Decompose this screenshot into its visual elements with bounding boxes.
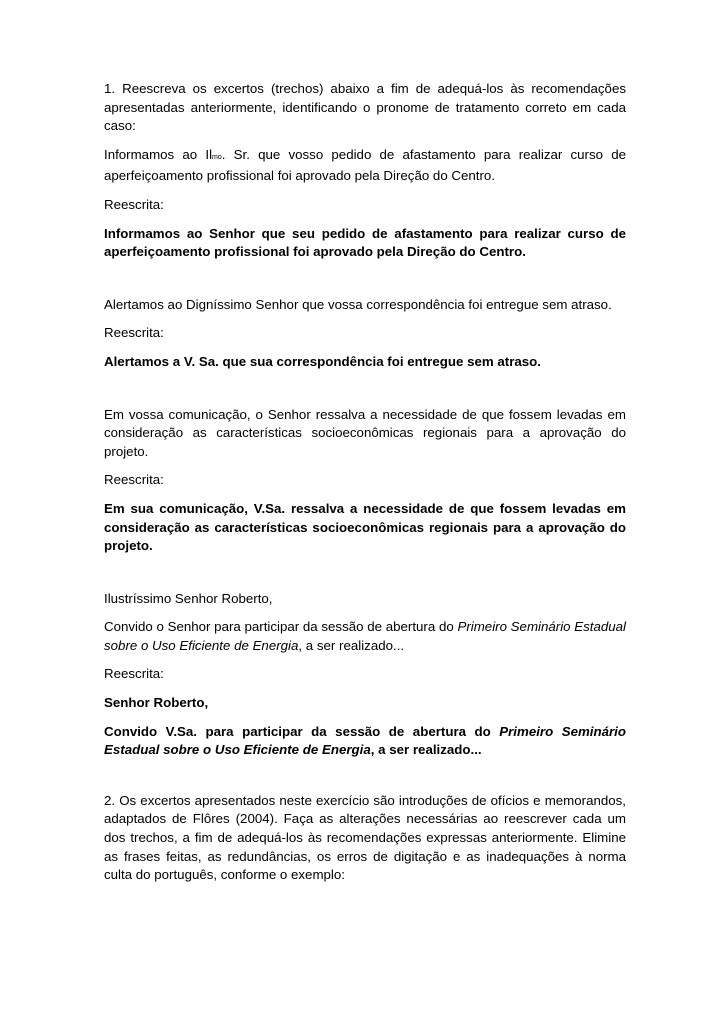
spacer [104, 262, 626, 296]
rewrite-label: Reescrita: [104, 666, 164, 682]
excerpt-1-answer: Informamos ao Senhor que seu pedido de afastamento para realizar curso de aperfeiçoamento profissional foi aprovado pela Direção do Centro. [104, 225, 626, 260]
excerpt-1-abbreviation: mo [212, 153, 222, 161]
rewrite-label: Reescrita: [104, 325, 164, 341]
excerpt-4-answer-salutation: Senhor Roberto, [104, 695, 209, 711]
excerpt-4-answer [104, 723, 626, 760]
excerpt-2-answer: Alertamos a V. Sa. que sua correspondência foi entregue sem atraso. [104, 353, 541, 369]
rewrite-label: Reescrita: [104, 196, 164, 212]
event-name: Primeiro Seminário Estadual sobre o Uso Eficiente de Energia [104, 619, 626, 653]
spacer [104, 372, 626, 406]
question-2-intro: 2. Os excertos apresentados neste exercício são introduções de ofícios e memorandos, adaptados de Flôres (2004). Faça as alterações necessárias ao reescrever cada um dos trechos, a fim de adequá-los às recomendações expressas anteriormente. Elimine as frases feitas, as redundâncias, os erros de digitação e as inadequações à norma culta do português, conforme o exemplo: [104, 792, 626, 883]
excerpt-4-answer-end: , a ser realizado... [370, 742, 482, 758]
excerpt-3-original: Em vossa comunicação, o Senhor ressalva a necessidade de que fossem levadas em consideração as características socioeconômicas regionais para a aprovação do projeto. [104, 406, 626, 459]
rewrite-label: Reescrita: [104, 472, 164, 488]
excerpt-2-original: Alertamos ao Digníssimo Senhor que vossa correspondência foi entregue sem atraso. [104, 296, 612, 312]
excerpt-3-answer: Em sua comunicação, V.Sa. ressalva a necessidade de que fossem levadas em consideração as características socioeconômicas regionais para a aprovação do projeto. [104, 500, 626, 554]
excerpt-4-original [104, 618, 626, 655]
document-page [104, 80, 626, 885]
question-1-intro: 1. Reescreva os excertos (trechos) abaixo a fim de adequá-los às recomendações apresentadas anteriormente, identificando o pronome de tratamento correto em cada caso: [104, 81, 626, 134]
excerpt-4-salutation: Ilustríssimo Senhor Roberto, [104, 590, 273, 606]
spacer [104, 556, 626, 590]
excerpt-1-text-end: . Sr. que vosso pedido de afastamento para realizar curso de aperfeiçoamento profissional foi aprovado pela Direção do Centro. [104, 146, 626, 184]
spacer [104, 760, 626, 792]
excerpt-4-answer-start: Convido V.Sa. para participar da sessão de abertura do [104, 723, 500, 739]
excerpt-4-text-end: , a ser realizado... [298, 637, 405, 653]
excerpt-1-text-start: Informamos ao Il [104, 146, 213, 162]
excerpt-1-original [104, 146, 626, 186]
excerpt-4-text-start: Convido o Senhor para participar da sessão de abertura do [104, 619, 458, 635]
answer-event-name: Primeiro Seminário Estadual sobre o Uso Eficiente de Energia [104, 723, 627, 758]
